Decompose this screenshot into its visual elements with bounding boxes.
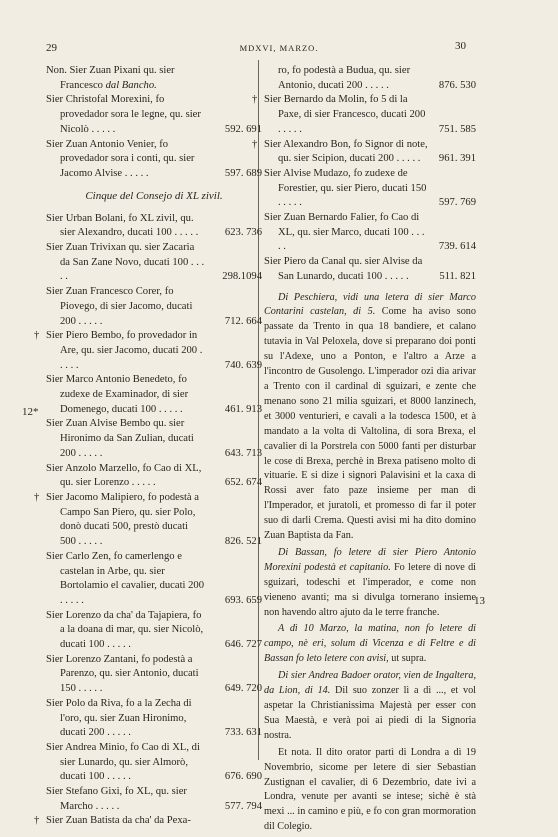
- election-list: [34, 212, 262, 830]
- entry-name: ro, fo podestà a Budua, qu. sier Antonio, ducati 200 . . . . .: [278, 65, 411, 91]
- vote-count: 740. 639: [224, 359, 262, 371]
- entry-name: Sier Zuan Antonio Venier, fo provedador sora i conti, qu. sier Jacomo Alvise . . . . .: [46, 138, 195, 179]
- section-title: Cinque del Consejo di XL zivil.: [85, 189, 223, 202]
- list-item: [34, 814, 262, 829]
- list-item: [34, 491, 262, 550]
- right-column: [252, 64, 476, 837]
- election-list-continued: [252, 64, 476, 285]
- running-head: MDXVI, MARZO.: [239, 43, 319, 53]
- list-item: [264, 255, 476, 284]
- vote-count: 623. 736: [224, 227, 262, 239]
- entry-name: Sier Anzolo Marzello, fo Cao di XL, qu. sier Lorenzo . . . . .: [46, 462, 202, 489]
- entries-before: [46, 64, 262, 182]
- list-item: [264, 167, 476, 211]
- vote-count: 597. 769: [438, 197, 476, 209]
- list-item: [46, 212, 262, 241]
- list-item: [46, 285, 262, 329]
- vote-count: 298.1094: [222, 271, 262, 283]
- dagger-mark: †: [34, 330, 40, 342]
- list-item: [46, 550, 262, 609]
- list-item: [252, 93, 476, 137]
- entry-name: † Sier Piero Bembo, fo provedador in Are, qu. sier Jacomo, ducati 200 . . . . .: [34, 330, 203, 371]
- entry-name: † Sier Bernardo da Molin, fo 5 di la Paxe, di sier Francesco, ducati 200 . . . . .: [252, 94, 426, 135]
- list-item: [46, 417, 262, 461]
- dagger-mark: †: [252, 138, 258, 150]
- entry-name: Sier Zuan Bernardo Falier, fo Cao di XL, qu. sier Marco, ducati 100 . . . . .: [264, 212, 425, 253]
- entry-name: Sier Zuan Francesco Corer, fo Piovego, di sier Jacomo, ducati 200 . . . . .: [46, 286, 193, 327]
- list-item: [34, 329, 262, 373]
- list-item: [46, 241, 262, 285]
- dagger-mark: †: [34, 815, 40, 827]
- entry-name: Sier Zuan Trivixan qu. sier Zacaria da San Zane Novo, ducati 100 . . . . .: [46, 242, 205, 283]
- entry-name: Sier Carlo Zen, fo camerlengo e castelan in Arbe, qu. sier Bortolamio el cavalier, ducati 200 . . . . .: [46, 550, 205, 606]
- list-item: [46, 462, 262, 491]
- dispatch-paragraph: Di Peschiera, vidi una letera di sier Marco Contarini castelan, di 5. Come ha aviso sono passate da Trento in qua 18 bandiere, et calano tutavia in Val Peloxela, dove si preparano doi ponti su l'Adexe, uno a Ponton, e l'altro a Arze a l'incontro de Gusolengo. L'imperador ozi dia arivar a Trento con il cardinal di sguizari, e zente che menano sono 21 milia sguizari, et 8000 lanzinech, et 3000 venturieri, e cavali a la todesca 1500, et à mandato a la volta di Valtolina, di sora Brexa, el cavalier di la Porstrela con 5000 fanti per disturbar le cose di Brexa, perchè in Brexa patiseno molto di vituarie. E si dize i signori Palavisini et la caxa di Rossi aver fato paze insieme per man di l'Imperador, et juratoli, et promesso di far il poter suo di darli Crema. Questi avisi mi ha dito domino Zuan Baptista da Fan.: [264, 291, 476, 542]
- page-number-right: 30: [455, 40, 466, 52]
- entry-name: Sier Piero da Canal qu. sier Alvise da San Lunardo, ducati 100 . . . . .: [264, 256, 423, 282]
- vote-count: 592. 691: [224, 123, 262, 135]
- list-item: [46, 609, 262, 653]
- vote-count: 712. 664: [224, 315, 262, 327]
- entry-name: Sier Andrea Minio, fo Cao di XL, di sier Lunardo, qu. sier Almorò, ducati 100 . . . . .: [46, 741, 200, 783]
- page-number-left: 29: [46, 42, 57, 54]
- vote-count: 649. 720: [224, 683, 262, 695]
- dispatch-paragraph: Di sier Andrea Badoer orator, vien de Ingaltera, da Lion, di 14. Dil suo zonzer lì a dì ..., et vol aspetar la Christianissima Majestà per esser con Sua Maestà, e verà poi ai piedi di la Signoria nostra.: [264, 670, 476, 741]
- entry-name: Sier Christofal Morexini, fo provedador sora le legne, qu. sier Nicolò . . . . .: [46, 94, 201, 135]
- left-column: [34, 64, 262, 829]
- entry-name: † Sier Jacomo Malipiero, fo podestà a Campo San Piero, qu. sier Polo, donò ducati 500, prestò ducati 500 . . . . .: [34, 491, 199, 548]
- vote-count: 646. 727: [224, 639, 262, 651]
- vote-count: 597. 689: [224, 167, 262, 179]
- entry-name: † Sier Zuan Batista da cha' da Pexa-: [46, 814, 206, 829]
- entry-name: Sier Urban Bolani, fo XL zivil, qu. sier Alexandro, ducati 100 . . . . .: [46, 212, 199, 239]
- list-item: [46, 741, 262, 785]
- vote-count: 961. 391: [438, 153, 476, 165]
- entry-name: Sier Zuan Alvise Bembo qu. sier Hironimo da San Zulian, ducati 200 . . . . .: [46, 418, 194, 459]
- entry-name: † Sier Alexandro Bon, fo Signor di note, qu. sier Scipion, ducati 200 . . . . .: [252, 138, 428, 165]
- vote-count: 511. 821: [439, 270, 476, 282]
- list-item: [264, 64, 476, 93]
- entry-name: Sier Lorenzo da cha' da Tajapiera, fo a la doana di mar, qu. sier Nicolò, ducati 100 . . . . .: [46, 609, 204, 651]
- dispatch-paragraphs: [264, 291, 476, 836]
- dagger-mark: †: [34, 491, 40, 503]
- dispatch-paragraph: Et nota. Il dito orator partì di Londra a dì 19 Novembrio, sicome per letere di sier Sebastian Zustignan el cavalier, di 6 Dezembrio, date ivi a Londra, venute per avanti se intese; sichè è stà mexi ... in camino e più, e fo con gran mormoration dil Colegio.: [264, 746, 476, 833]
- list-item: [252, 138, 476, 167]
- vote-count: 577. 794: [224, 800, 262, 812]
- list-item: [46, 697, 262, 741]
- margin-note-right: 13: [474, 595, 485, 607]
- vote-count: 693. 659: [224, 594, 262, 606]
- list-item: [46, 138, 262, 182]
- vote-count: 643. 713: [224, 447, 262, 459]
- entry-name: Sier Lorenzo Zantani, fo podestà a Parenzo, qu. sier Antonio, ducati 150 . . . . .: [46, 653, 199, 695]
- vote-count: 652. 674: [224, 477, 262, 489]
- entry-name: Sier Polo da Riva, fo a la Zecha di l'oro, qu. sier Zuan Hironimo, ducati 200 . . . . .: [46, 697, 192, 739]
- list-item: [46, 653, 262, 697]
- list-item: [46, 64, 262, 93]
- vote-count: 876. 530: [438, 79, 476, 91]
- list-item: [46, 373, 262, 417]
- vote-count: 739. 614: [438, 241, 476, 253]
- dispatch-paragraph: Di Bassan, fo letere di sier Piero Antonio Morexini podestà et capitanio. Fo letere di nove di sguizari, todeschi et l'imperador, e come non vieneno avanti; ma si divulga tornerano insieme non havendo altro ajuto da le terre franche.: [264, 546, 476, 618]
- list-item: [46, 93, 262, 137]
- dagger-mark: †: [252, 94, 258, 106]
- dispatch-paragraph: A dì 10 Marzo, la matina, non fo letere di campo, nè eri, solum di Vicenza e di Feltre e di Bassan fo leto letere con avisi, ut supra.: [264, 623, 476, 665]
- vote-count: 461. 913: [224, 403, 262, 415]
- vote-count: 733. 631: [224, 727, 262, 739]
- entry-name: Sier Stefano Gixi, fo XL, qu. sier Marcho . . . . .: [46, 786, 187, 812]
- entry-name: Non. Sier Zuan Pixani qu. sier Francesco dal Bancho.: [46, 65, 175, 91]
- list-item: [264, 211, 476, 255]
- vote-count: 826. 521: [224, 536, 262, 548]
- vote-count: 676. 690: [224, 771, 262, 783]
- margin-note-left: 12*: [22, 406, 39, 418]
- entry-name: Sier Marco Antonio Benedeto, fo zudexe de Examinador, di sier Domenego, ducati 100 . . . . .: [46, 374, 189, 415]
- vote-count: 751. 585: [438, 123, 476, 135]
- entry-name: Sier Alvise Mudazo, fo zudexe de Forestier, qu. sier Piero, ducati 150 . . . . .: [264, 167, 427, 209]
